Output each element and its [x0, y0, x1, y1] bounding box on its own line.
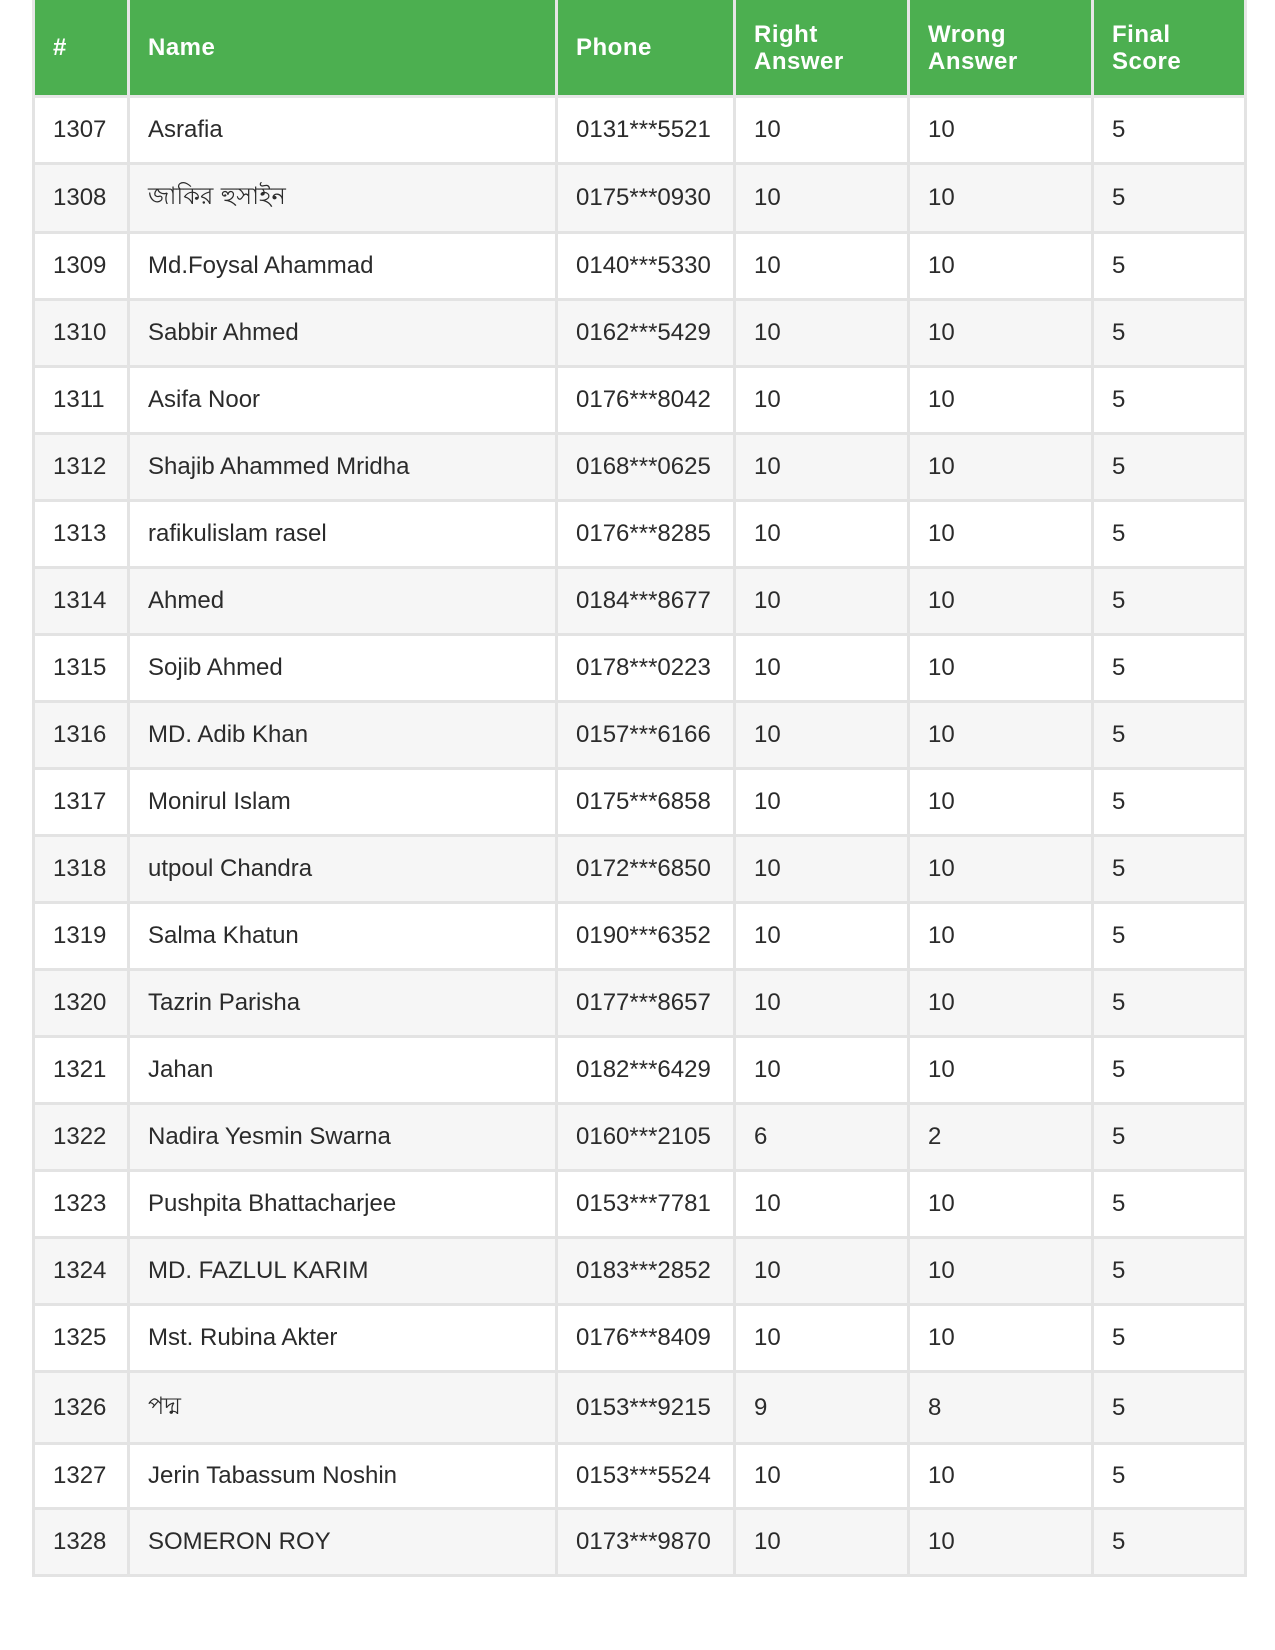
- cell-wrong-answer: 10: [909, 1171, 1093, 1238]
- cell-phone: 0153***5524: [557, 1444, 735, 1509]
- table-body: [34, 97, 1246, 1576]
- cell-wrong-answer: 10: [909, 903, 1093, 970]
- cell-number: 1324: [34, 1238, 129, 1305]
- cell-final-score: 5: [1093, 1372, 1246, 1444]
- cell-phone: 0190***6352: [557, 903, 735, 970]
- cell-name: Mst. Rubina Akter: [129, 1305, 557, 1372]
- cell-number: 1323: [34, 1171, 129, 1238]
- cell-phone: 0182***6429: [557, 1037, 735, 1104]
- table-row: [34, 635, 1246, 702]
- cell-wrong-answer: 10: [909, 769, 1093, 836]
- table-row: [34, 1238, 1246, 1305]
- table-row: [34, 1305, 1246, 1372]
- cell-right-answer: 10: [735, 97, 909, 164]
- cell-name: Shajib Ahammed Mridha: [129, 434, 557, 501]
- cell-name: পদ্ম: [129, 1372, 557, 1444]
- header-phone: Phone: [557, 0, 735, 97]
- cell-final-score: 5: [1093, 300, 1246, 367]
- header-name: Name: [129, 0, 557, 97]
- cell-phone: 0153***7781: [557, 1171, 735, 1238]
- header-final-score: [1093, 0, 1246, 97]
- cell-right-answer: 6: [735, 1104, 909, 1171]
- cell-right-answer: 9: [735, 1372, 909, 1444]
- table-row: [34, 970, 1246, 1037]
- cell-right-answer: 10: [735, 1444, 909, 1509]
- cell-phone: 0178***0223: [557, 635, 735, 702]
- cell-wrong-answer: 10: [909, 702, 1093, 769]
- cell-phone: 0177***8657: [557, 970, 735, 1037]
- cell-name: Asrafia: [129, 97, 557, 164]
- table-row: [34, 164, 1246, 233]
- cell-final-score: 5: [1093, 836, 1246, 903]
- header-final-score-line2: Score: [1112, 47, 1182, 75]
- cell-name: Monirul Islam: [129, 769, 557, 836]
- table-header: [34, 0, 1246, 97]
- table-row: [34, 1037, 1246, 1104]
- cell-final-score: 5: [1093, 903, 1246, 970]
- cell-right-answer: 10: [735, 300, 909, 367]
- cell-number: 1316: [34, 702, 129, 769]
- cell-phone: 0160***2105: [557, 1104, 735, 1171]
- cell-final-score: 5: [1093, 1238, 1246, 1305]
- cell-wrong-answer: 10: [909, 970, 1093, 1037]
- cell-wrong-answer: 8: [909, 1372, 1093, 1444]
- cell-name: Asifa Noor: [129, 367, 557, 434]
- header-right-answer: [735, 0, 909, 97]
- cell-name: SOMERON ROY: [129, 1509, 557, 1576]
- cell-number: 1307: [34, 97, 129, 164]
- cell-final-score: 5: [1093, 1104, 1246, 1171]
- cell-wrong-answer: 10: [909, 164, 1093, 233]
- cell-phone: 0176***8409: [557, 1305, 735, 1372]
- table-row: [34, 903, 1246, 970]
- header-final-score-line1: Final: [1112, 20, 1171, 48]
- cell-phone: 0140***5330: [557, 233, 735, 300]
- cell-wrong-answer: 10: [909, 300, 1093, 367]
- table-row: [34, 434, 1246, 501]
- header-wrong-answer-line2: Answer: [928, 47, 1018, 75]
- cell-final-score: 5: [1093, 1171, 1246, 1238]
- cell-number: 1315: [34, 635, 129, 702]
- cell-number: 1309: [34, 233, 129, 300]
- table-row: [34, 1444, 1246, 1509]
- cell-right-answer: 10: [735, 635, 909, 702]
- cell-phone: 0176***8285: [557, 501, 735, 568]
- cell-phone: 0153***9215: [557, 1372, 735, 1444]
- cell-name: Pushpita Bhattacharjee: [129, 1171, 557, 1238]
- cell-right-answer: 10: [735, 434, 909, 501]
- cell-wrong-answer: 10: [909, 1509, 1093, 1576]
- table-row: [34, 568, 1246, 635]
- cell-phone: 0173***9870: [557, 1509, 735, 1576]
- cell-right-answer: 10: [735, 164, 909, 233]
- cell-right-answer: 10: [735, 1171, 909, 1238]
- cell-wrong-answer: 2: [909, 1104, 1093, 1171]
- cell-wrong-answer: 10: [909, 1037, 1093, 1104]
- cell-number: 1308: [34, 164, 129, 233]
- cell-phone: 0176***8042: [557, 367, 735, 434]
- cell-number: 1328: [34, 1509, 129, 1576]
- cell-number: 1322: [34, 1104, 129, 1171]
- table-row: [34, 836, 1246, 903]
- cell-wrong-answer: 10: [909, 233, 1093, 300]
- cell-name: MD. Adib Khan: [129, 702, 557, 769]
- cell-number: 1327: [34, 1444, 129, 1509]
- cell-number: 1318: [34, 836, 129, 903]
- cell-phone: 0172***6850: [557, 836, 735, 903]
- cell-right-answer: 10: [735, 501, 909, 568]
- cell-final-score: 5: [1093, 1037, 1246, 1104]
- table-row: [34, 1509, 1246, 1576]
- cell-number: 1312: [34, 434, 129, 501]
- cell-phone: 0168***0625: [557, 434, 735, 501]
- table-row: [34, 1104, 1246, 1171]
- results-table: [32, 0, 1247, 1577]
- cell-final-score: 5: [1093, 97, 1246, 164]
- cell-name: Sojib Ahmed: [129, 635, 557, 702]
- table-row: [34, 1171, 1246, 1238]
- cell-name: Md.Foysal Ahammad: [129, 233, 557, 300]
- table-row: [34, 1372, 1246, 1444]
- cell-number: 1319: [34, 903, 129, 970]
- cell-name: জাকির হুসাইন: [129, 164, 557, 233]
- header-number: #: [34, 0, 129, 97]
- cell-final-score: 5: [1093, 164, 1246, 233]
- header-right-answer-line2: Answer: [754, 47, 844, 75]
- cell-right-answer: 10: [735, 903, 909, 970]
- cell-wrong-answer: 10: [909, 434, 1093, 501]
- cell-right-answer: 10: [735, 1305, 909, 1372]
- header-row: [34, 0, 1246, 97]
- cell-wrong-answer: 10: [909, 568, 1093, 635]
- table-row: [34, 769, 1246, 836]
- cell-right-answer: 10: [735, 1037, 909, 1104]
- cell-final-score: 5: [1093, 434, 1246, 501]
- cell-number: 1320: [34, 970, 129, 1037]
- table-row: [34, 300, 1246, 367]
- cell-number: 1321: [34, 1037, 129, 1104]
- cell-right-answer: 10: [735, 367, 909, 434]
- cell-name: Jahan: [129, 1037, 557, 1104]
- table-row: [34, 501, 1246, 568]
- cell-name: MD. FAZLUL KARIM: [129, 1238, 557, 1305]
- cell-phone: 0157***6166: [557, 702, 735, 769]
- cell-phone: 0175***6858: [557, 769, 735, 836]
- table-row: [34, 233, 1246, 300]
- cell-right-answer: 10: [735, 836, 909, 903]
- cell-right-answer: 10: [735, 568, 909, 635]
- cell-number: 1310: [34, 300, 129, 367]
- header-right-answer-line1: Right: [754, 20, 818, 48]
- cell-phone: 0131***5521: [557, 97, 735, 164]
- table-row: [34, 702, 1246, 769]
- header-wrong-answer-line1: Wrong: [928, 20, 1007, 48]
- cell-number: 1325: [34, 1305, 129, 1372]
- cell-final-score: 5: [1093, 367, 1246, 434]
- cell-right-answer: 10: [735, 769, 909, 836]
- cell-phone: 0184***8677: [557, 568, 735, 635]
- header-wrong-answer: [909, 0, 1093, 97]
- cell-name: utpoul Chandra: [129, 836, 557, 903]
- cell-final-score: 5: [1093, 970, 1246, 1037]
- cell-final-score: 5: [1093, 568, 1246, 635]
- cell-number: 1311: [34, 367, 129, 434]
- cell-phone: 0183***2852: [557, 1238, 735, 1305]
- cell-right-answer: 10: [735, 233, 909, 300]
- cell-wrong-answer: 10: [909, 97, 1093, 164]
- cell-wrong-answer: 10: [909, 836, 1093, 903]
- cell-final-score: 5: [1093, 769, 1246, 836]
- cell-wrong-answer: 10: [909, 367, 1093, 434]
- cell-number: 1313: [34, 501, 129, 568]
- cell-final-score: 5: [1093, 233, 1246, 300]
- cell-name: Sabbir Ahmed: [129, 300, 557, 367]
- cell-final-score: 5: [1093, 702, 1246, 769]
- cell-wrong-answer: 10: [909, 501, 1093, 568]
- cell-number: 1314: [34, 568, 129, 635]
- cell-wrong-answer: 10: [909, 1238, 1093, 1305]
- table-row: [34, 97, 1246, 164]
- cell-name: rafikulislam rasel: [129, 501, 557, 568]
- cell-right-answer: 10: [735, 1238, 909, 1305]
- cell-name: Nadira Yesmin Swarna: [129, 1104, 557, 1171]
- cell-final-score: 5: [1093, 501, 1246, 568]
- cell-number: 1326: [34, 1372, 129, 1444]
- cell-wrong-answer: 10: [909, 1305, 1093, 1372]
- cell-name: Ahmed: [129, 568, 557, 635]
- cell-phone: 0175***0930: [557, 164, 735, 233]
- cell-right-answer: 10: [735, 970, 909, 1037]
- cell-name: Tazrin Parisha: [129, 970, 557, 1037]
- cell-right-answer: 10: [735, 1509, 909, 1576]
- cell-number: 1317: [34, 769, 129, 836]
- cell-final-score: 5: [1093, 1305, 1246, 1372]
- cell-wrong-answer: 10: [909, 635, 1093, 702]
- cell-wrong-answer: 10: [909, 1444, 1093, 1509]
- cell-final-score: 5: [1093, 635, 1246, 702]
- cell-name: Salma Khatun: [129, 903, 557, 970]
- cell-phone: 0162***5429: [557, 300, 735, 367]
- cell-final-score: 5: [1093, 1444, 1246, 1509]
- table-row: [34, 367, 1246, 434]
- cell-final-score: 5: [1093, 1509, 1246, 1576]
- cell-name: Jerin Tabassum Noshin: [129, 1444, 557, 1509]
- cell-right-answer: 10: [735, 702, 909, 769]
